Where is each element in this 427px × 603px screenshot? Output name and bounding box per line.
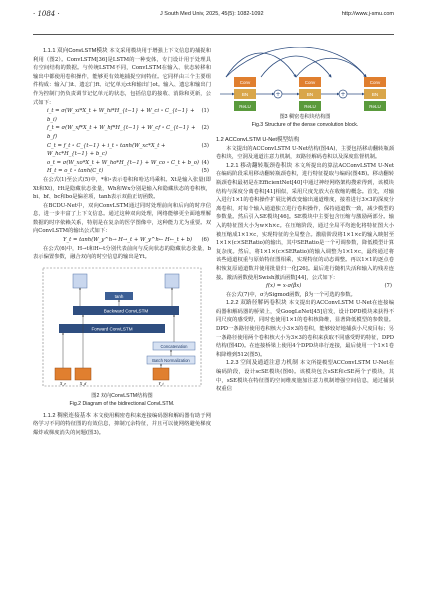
- figure-2-caption-en: Fig.2 Diagram of the bidirectional ConvLSTM.: [69, 400, 175, 407]
- svg-text:X_d: X_d: [79, 380, 87, 386]
- svg-text:Concatenation: Concatenation: [160, 343, 188, 349]
- svg-text:+: +: [340, 91, 346, 98]
- dense-unit-3: [364, 77, 386, 111]
- equation-3: C_t = f_t ∘ C_{t−1} + i_t ∘ tanh(W_xc*X_t + W_hc*H_{t−1} + b_c) (3): [47, 142, 209, 158]
- left-column: [33, 47, 211, 438]
- dense-unit-2: [299, 77, 321, 111]
- equation-7: f(x) = x·σ(βx) (7): [266, 283, 392, 290]
- svg-text:Batch Normalization: Batch Normalization: [152, 357, 190, 363]
- svg-text:ReLU: ReLU: [304, 104, 316, 109]
- equation-block: [33, 107, 211, 176]
- paragraph: 本文提出的ACConvLSTM U-Net结构(图4A)，主要包括移动翻转瓶颈卷积块，空洞及通道注意力机制，双路径解码卷积以及深度监督机制。: [216, 145, 394, 161]
- svg-text:BN: BN: [306, 92, 314, 97]
- svg-text:Y_t: Y_t: [158, 380, 164, 386]
- svg-text:Conv: Conv: [304, 80, 316, 85]
- dense-unit-1: [234, 77, 256, 111]
- journal-citation: J South Med Univ, 2025, 45(5): 1082-1092: [160, 11, 264, 17]
- figure-2-caption-cn: 图2 双向ConvLSTM结构图: [91, 392, 153, 399]
- figure-2-diagram: [33, 264, 211, 390]
- tanh-label: tanh: [114, 293, 124, 299]
- figure-3-caption-en: Fig.3 Structure of the dense convolution block.: [251, 122, 359, 128]
- svg-text:Backward ConvLSTM: Backward ConvLSTM: [103, 308, 149, 314]
- equation-1: i_t = σ(W_xi*X_t + W_hi*H_{t−1} + W_ci ∘ C_{t−1} + b_i) (1): [47, 108, 209, 123]
- svg-text:BN: BN: [371, 92, 379, 97]
- equation-6: Y_t = tanh(W_y^h→ H→_t + W_y^h← H←_t + b) (6): [63, 237, 209, 244]
- figure-3-diagram: [216, 47, 394, 130]
- svg-text:Conv: Conv: [239, 80, 251, 85]
- header-rule: [33, 34, 394, 35]
- svg-text:Forward ConvLSTM: Forward ConvLSTM: [91, 326, 133, 332]
- svg-text:ReLU: ReLU: [369, 104, 381, 109]
- section-1-2-3: 1.2.3 空间及通道注意力机制 本文所提模型ACConvLSTM U-Net在编码阶段，设计scSE模块(图6)。该模块包含sSE和cSE两个子模块，其中，sSE模块在特征图的空间维度施加注意力机制增强空间信息，通过捕获权重信: [216, 360, 395, 393]
- paragraph: 在公式(1)至公式(5)中，*和∘表示卷积和哈达玛乘积。Xt是输入张量(即Xt和Xt)，Ht是隐藏状态张量，Wh和Wx分别是输入和隐藏状态的卷积核，bi、bf、bc和bo是偏差项，tanh表示双曲正切函数。: [33, 176, 211, 201]
- svg-text:BN: BN: [241, 92, 249, 97]
- section-1-2-1: 1.2.1 移动翻转瓶颈卷积块 本文所提出的算法ACConvLSTM U-Net在编码阶段采用移动翻转瓶颈卷积，进行特征提取与编码(图4B)。移动翻转瓶颈卷积最初是在EfficientNet[40]中通过神经网络架构搜索得到，该模块结构与深度分离卷积[41]相似，采用尺度先放大在收缩的概念。首先，对输入进行1×1的卷积操作扩展比例改变输出通道维度，接着进行3×3的深度分离卷积，对每个输入通道独立进行卷积操作，保持通道数一致，减少模型的参数量。然后引入SE模块[46]。SE模块中主要包含压缩与激励两部分。输入的特征图大小为w×h×c。在压缩阶段，通过全局平均池化将特征图大小被压缩成1×1×c，实现特征的全局整合。激励阶段将1×1×c的输入映射至1×1×(c×SERatio)的输出，其中SERatio是一个可调参数，降低模型计算复杂度。然后，将1×1×(c×SERatio)的输入调整为1×1×c，最终通过将该些通道权重与原始特征图相乘，实现特征的动态调整。再以1×1的逐点卷积恢复原通道数并使用批量归一化[26]。最后进行随机失活和输入的残差连接。激活函数使用Swish激活函数[44]，公式如下：: [216, 162, 395, 281]
- page-number: · 1084 ·: [33, 10, 60, 18]
- section-1-1-1: [33, 47, 211, 107]
- right-column: [216, 47, 394, 394]
- svg-text:X_e: X_e: [59, 380, 67, 386]
- equation-2: f_t = σ(W_xf*X_t + W_hf*H_{t−1} + W_cf ∘ C_{t−1} + b_f) (2): [47, 125, 209, 140]
- figure-3-caption-cn: 图3 稠密卷积块结构图: [279, 114, 331, 120]
- svg-text:ReLU: ReLU: [239, 104, 251, 109]
- paragraph: 在BCDU-Net中，双向ConvLSTM通过同时处理前向和后向的时序信息，进一步丰富了上下文信息。通过这种双向处理，网络能够更全面地理解数据的时序依赖关系，特别是在复杂的医学图像中，这种能力尤为重要。双向ConvLSTM的输出公式如下：: [33, 202, 211, 235]
- equation-5: H_t = o_t ∘ tanh(C_t) (5): [47, 168, 209, 175]
- paragraph: 本文采用模块用于增强上下文信息的捕捉和利用（图2）。ConvLSTM[36]是LSTM的一种变体，专门设计用于处理具有空间结构的数据。与传统LSTM不同，ConvLSTM在输入、状态转移和输出中都使用卷积操作，能够更有效地捕捉空间特征。它同样由三个主要组件构成：输入门it、遗忘门ft、记忆单元ct和输出门ot。输入、遗忘和输出门作为控制门仍负责调节记忆单元的状态，包括信息的接收、消除和更新，公式如下：: [33, 48, 211, 106]
- section-1-2-title: 1.2 ACConvLSTM U-Net模型结构: [216, 137, 300, 143]
- svg-text:+: +: [275, 91, 281, 98]
- paragraph: 在公式(6)中，H→t和H←t分别代表前向与反向状态的隐藏状态张量，b表示偏置参数，融合双向的时空信息的输出是Yt。: [33, 245, 211, 261]
- svg-text:Conv: Conv: [369, 80, 381, 85]
- section-1-1-2: 1.1.2 稠密连接基本 本文使用稠密卷积来连接编码器和解码器有助于网络学习不同的特征图的有效信息，抑制冗余特征，并且可以使网络避免梯度爆炸或梯度消失的问题(图3)。: [33, 412, 211, 437]
- bidirectional-convlstm-svg: [33, 264, 211, 390]
- paragraph: 在公式(7)中，σ为Sigmod函数，β为一个可选的参数。: [226, 291, 356, 298]
- section-1-2-2: 1.2.2 双路径解码卷积块 本文提出的ACConvLSTM U-Net在连接编码器和解码器的桥梁上，受GoogLeNet[45]启发，设计DPD模块来获得不同尺度的感受野，同时也使用1×1的卷积核降维，显著降低模型的参数量。DPD一条路径使用卷积核大小3×3的卷积，能够较好地捕获小尺度目标；另一条路径使用两个卷积核大小为3×3的卷积来获取不同感受野的特征，DPD结构(图4D)。在连接桥梁上使用4个DPD块串行连接，最后使用一个1×1卷积降维到512(图5)。: [216, 300, 395, 358]
- journal-url[interactable]: http://www.j-smu.com: [341, 11, 394, 17]
- page-header: [0, 0, 427, 40]
- section-title: 1.1.1 双向ConvLSTM模块: [43, 48, 108, 54]
- equation-4: o_t = σ(W_xo*X_t + W_ho*H_{t−1} + W_co ∘ C_t + b_o) (4): [47, 159, 209, 166]
